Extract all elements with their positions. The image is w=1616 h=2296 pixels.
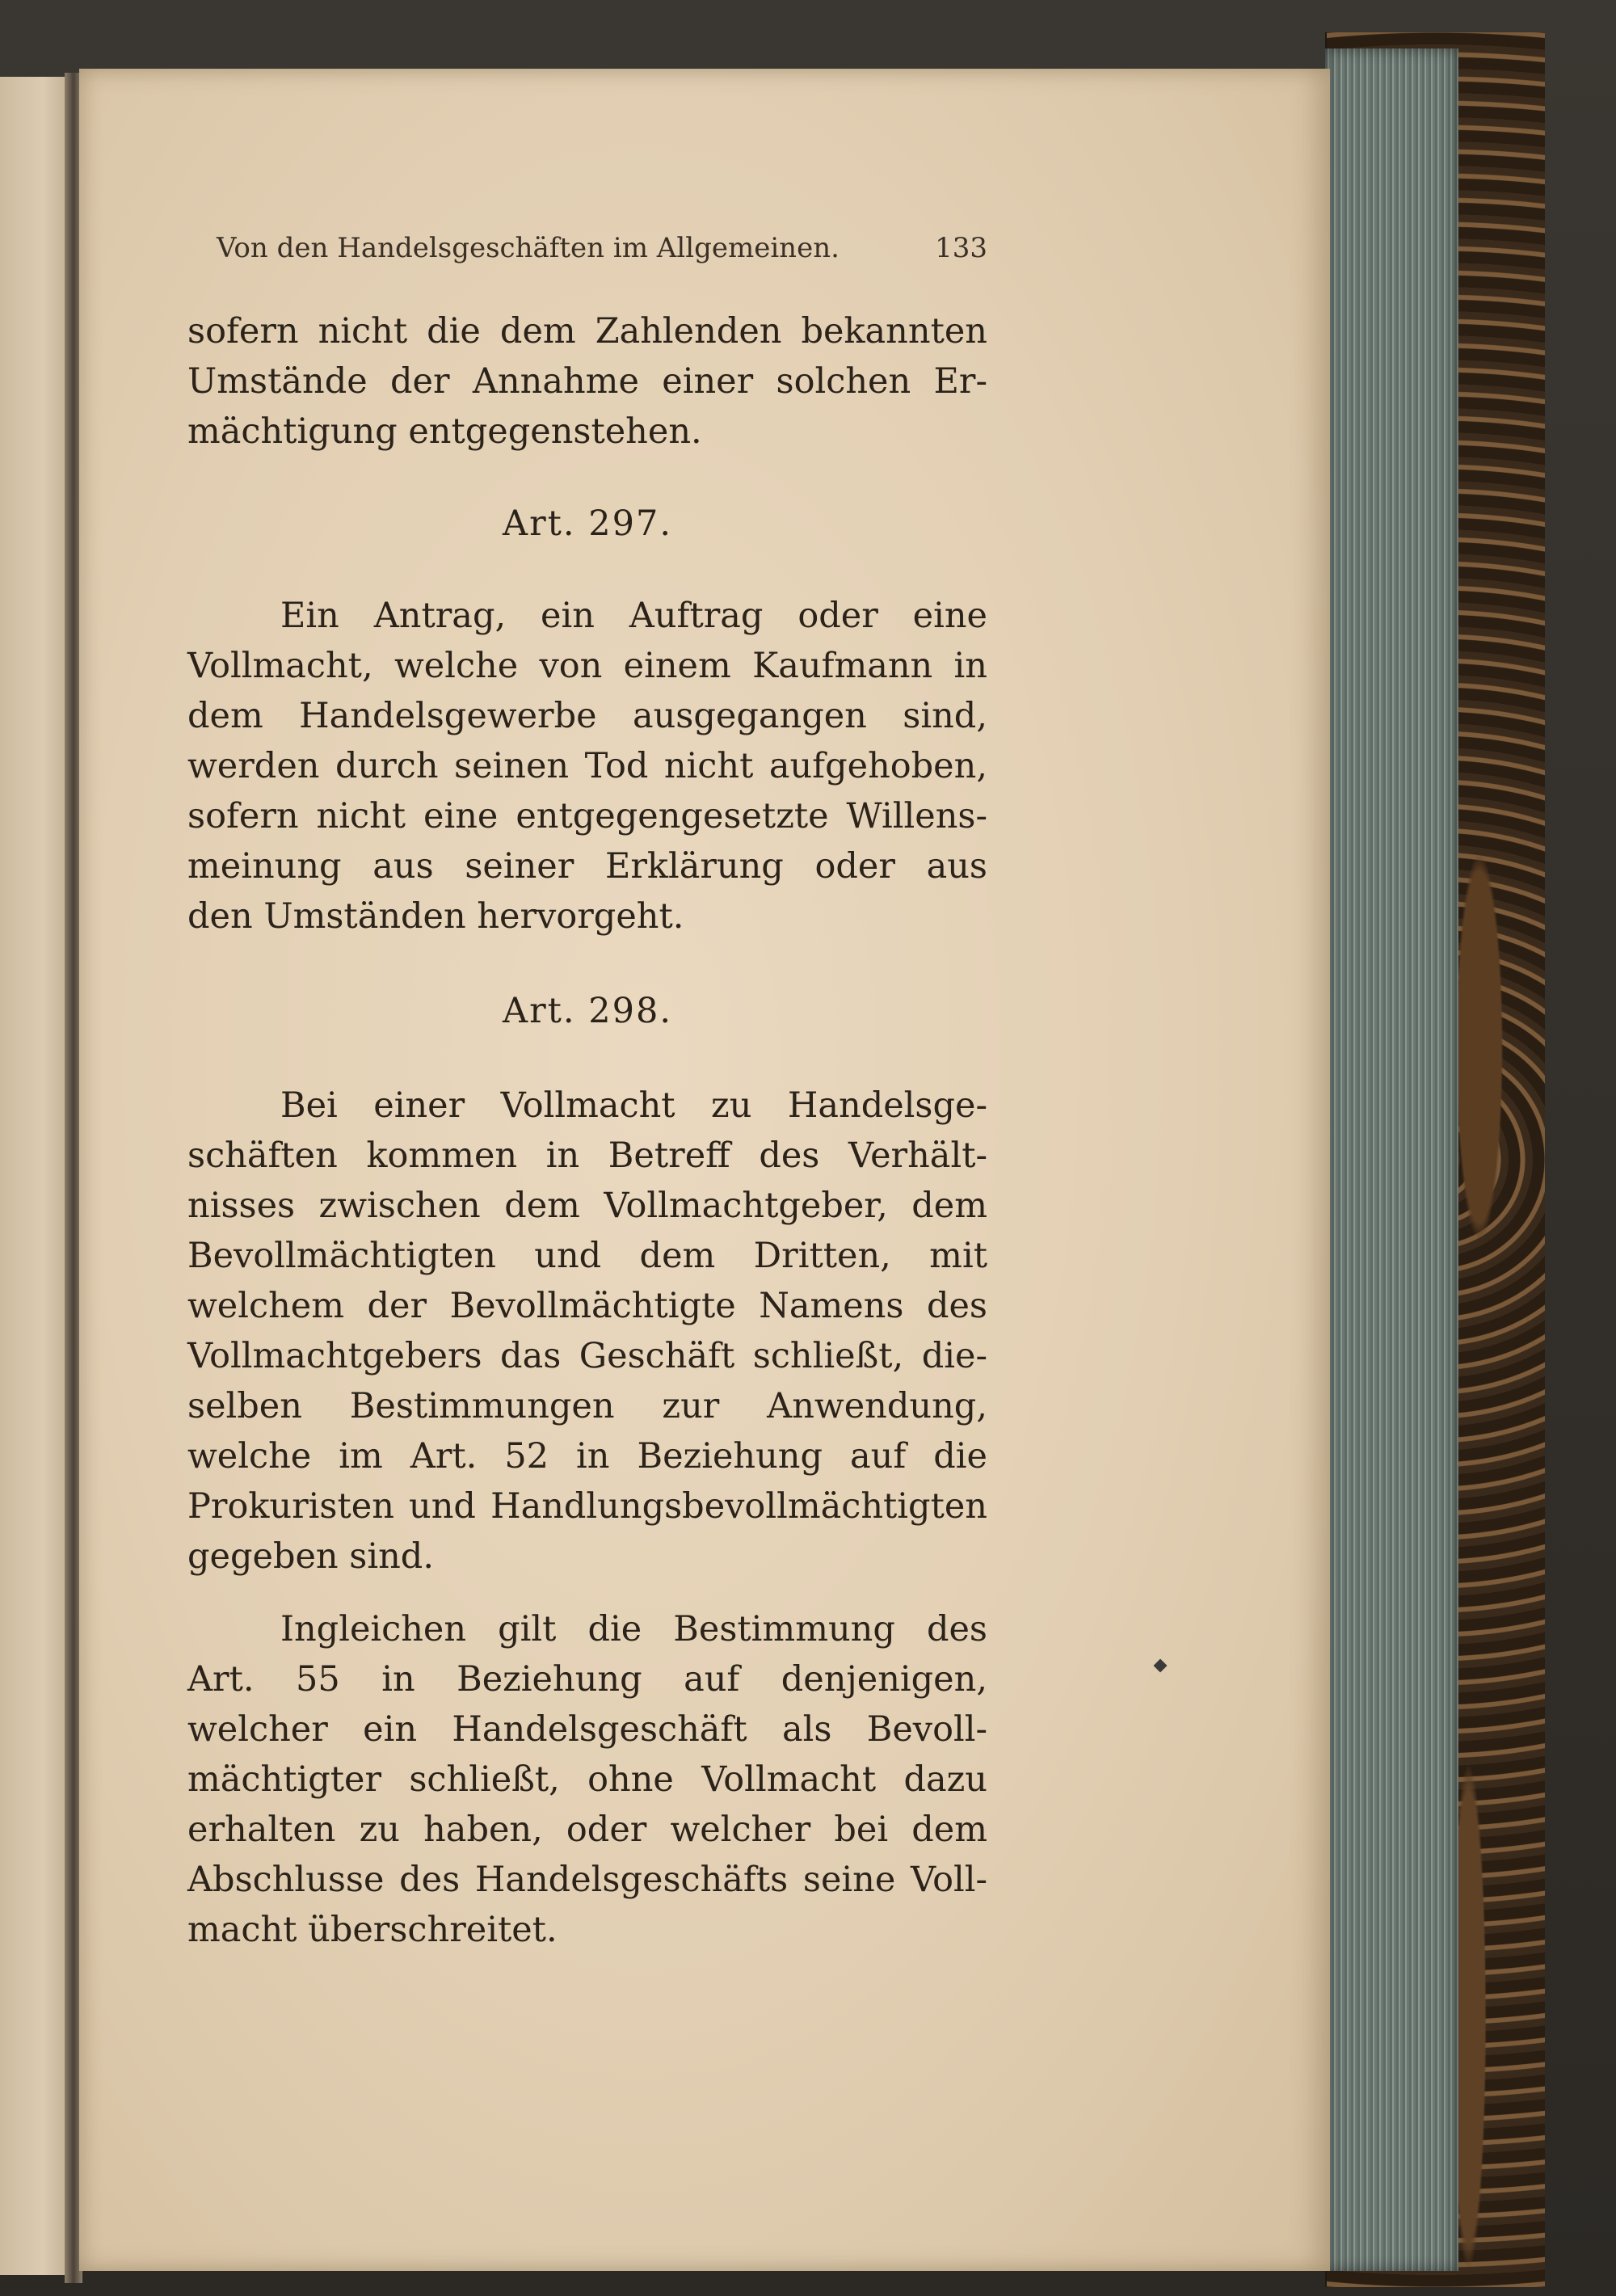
text-line: mächtigung entgegenstehen. <box>187 411 702 452</box>
article-heading-297: Art. 297. <box>503 503 672 544</box>
text-line: Bevollmächtigten und dem Dritten, mit <box>187 1236 987 1276</box>
running-head <box>187 222 987 274</box>
text-line: Vollmachtgebers das Geschäft schließt, die- <box>187 1336 987 1376</box>
previous-page-edge <box>0 77 71 2275</box>
text-line: sofern nicht eine entgegengesetzte Willens- <box>187 796 987 836</box>
text-line: erhalten zu haben, oder welcher bei dem <box>187 1809 987 1850</box>
text-line: gegeben sind. <box>187 1536 434 1577</box>
page-edges <box>1325 48 1458 2271</box>
text-line: nisses zwischen dem Vollmachtgeber, dem <box>187 1186 987 1226</box>
page-number: 133 <box>935 232 987 264</box>
text-line: welche im Art. 52 in Beziehung auf die <box>187 1436 987 1477</box>
text-line: Art. 55 in Beziehung auf denjenigen, <box>187 1659 987 1700</box>
text-line: den Umständen hervorgeht. <box>187 896 684 937</box>
text-line: werden durch seinen Tod nicht aufgehoben, <box>187 746 987 786</box>
text-line: Abschlusse des Handelsgeschäfts seine Voll- <box>187 1860 987 1900</box>
text-line: Ingleichen gilt die Bestimmung des <box>280 1609 987 1649</box>
paragraph-art-298-second <box>187 1604 987 1955</box>
text-line: mächtigter schließt, ohne Vollmacht dazu <box>187 1759 987 1800</box>
running-head-title: Von den Handelsgeschäften im Allgemeinen. <box>217 232 840 264</box>
article-heading-298: Art. 298. <box>503 991 672 1031</box>
text-line: dem Handelsgewerbe ausgegangen sind, <box>187 696 987 736</box>
page-text-block <box>187 222 987 1955</box>
text-line: welchem der Bevollmächtigte Namens des <box>187 1286 987 1326</box>
paragraph-continuation <box>187 306 987 457</box>
text-line: Ein Antrag, ein Auftrag oder eine <box>280 596 987 636</box>
text-line: Bei einer Vollmacht zu Handelsge- <box>280 1085 987 1126</box>
text-line: welcher ein Handelsgeschäft als Bevoll- <box>187 1709 987 1750</box>
text-line: meinung aus seiner Erklärung oder aus <box>187 846 987 887</box>
text-line: schäften kommen in Betreff des Verhält- <box>187 1135 987 1176</box>
text-line: Vollmacht, welche von einem Kaufmann in <box>187 646 987 686</box>
text-line: Prokuristen und Handlungsbevollmächtigten <box>187 1486 987 1527</box>
text-line: macht überschreitet. <box>187 1910 558 1950</box>
paragraph-art-298-first <box>187 1081 987 1582</box>
text-line: Umstände der Annahme einer solchen Er- <box>187 361 987 402</box>
paragraph-art-297 <box>187 591 987 942</box>
text-line: selben Bestimmungen zur Anwendung, <box>187 1386 987 1426</box>
text-line: sofern nicht die dem Zahlenden bekannten <box>187 311 987 352</box>
